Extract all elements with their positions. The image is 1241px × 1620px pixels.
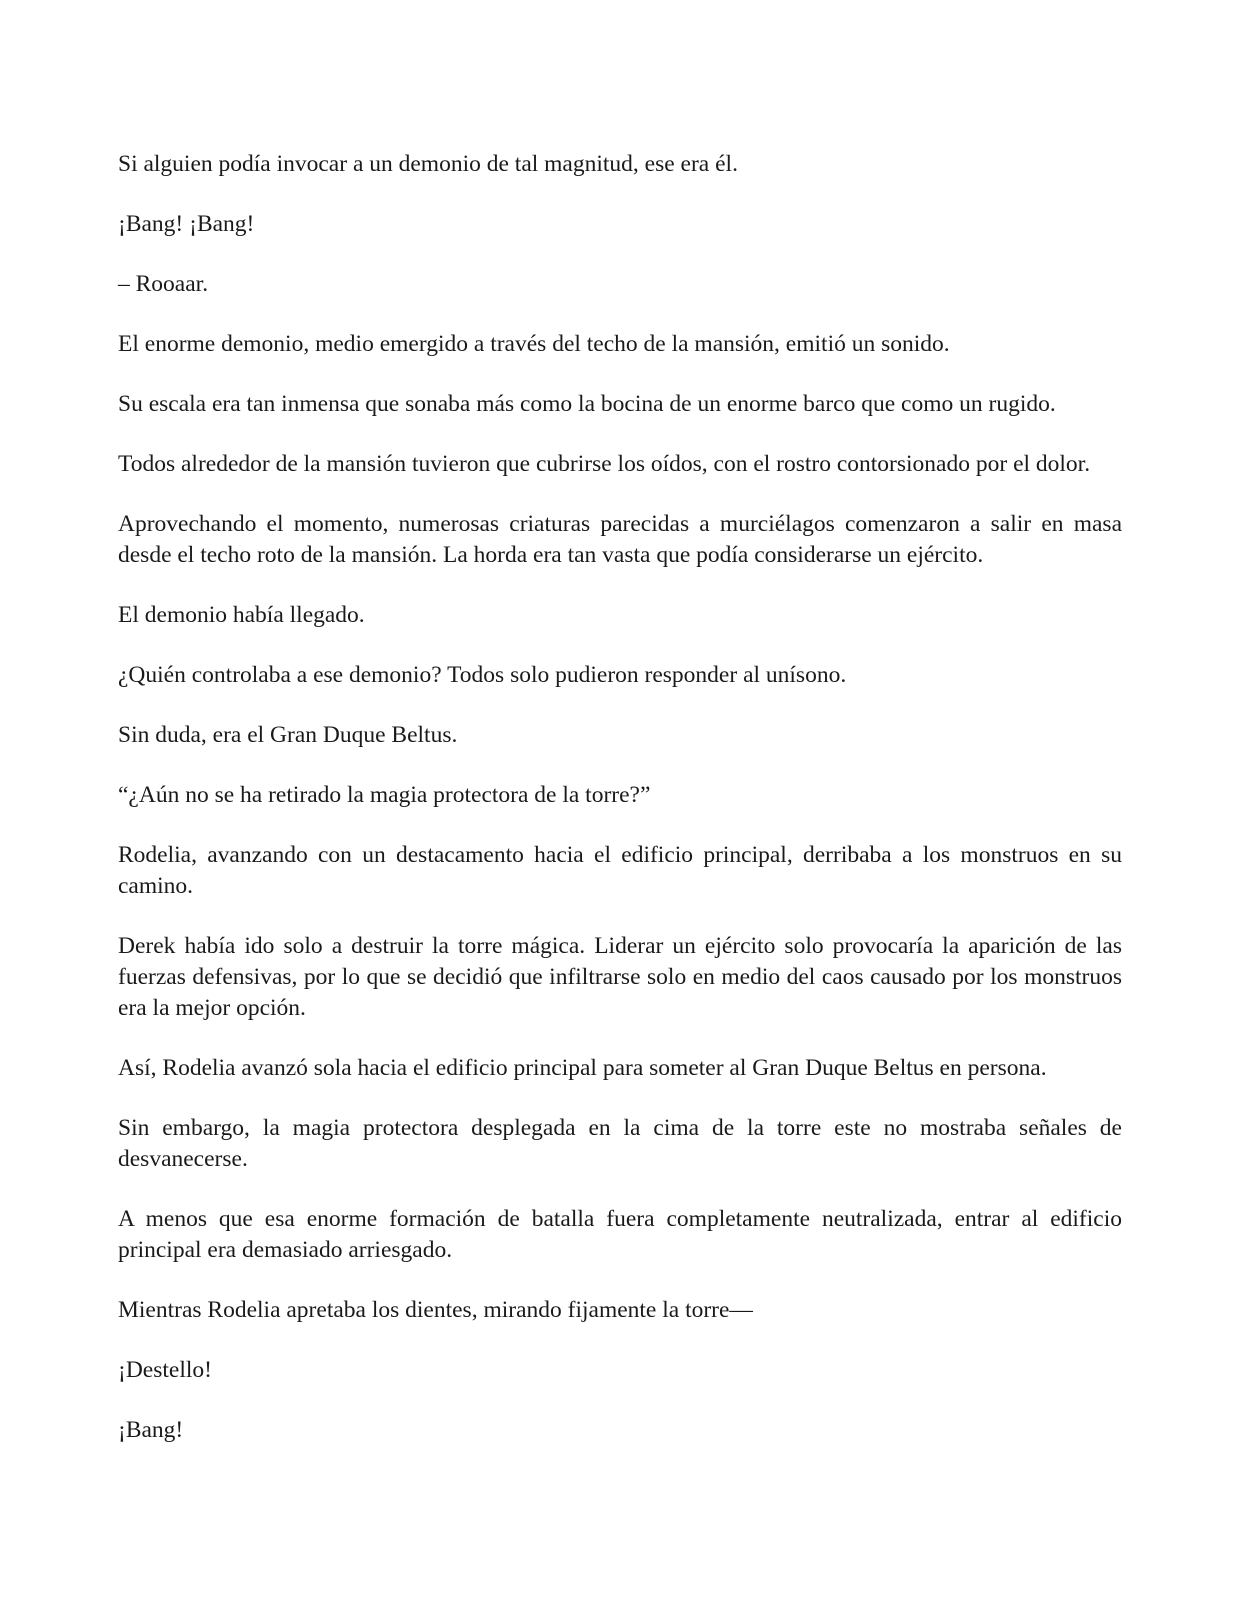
paragraph-12: Rodelia, avanzando con un destacamento hacia el edificio principal, derribaba a los monstruos en su camino. [118,842,1122,899]
paragraph-2: ¡Bang! ¡Bang! [118,211,255,237]
paragraph-13: Derek había ido solo a destruir la torre mágica. Liderar un ejército solo provocaría la aparición de las fuerzas defensivas, por lo que se decidió que infiltrarse solo en medio del caos causado por los monstruos era la mejor opción. [118,933,1122,1021]
paragraph-5: Su escala era tan inmensa que sonaba más como la bocina de un enorme barco que como un rugido. [118,391,1056,417]
paragraph-15: Sin embargo, la magia protectora desplegada en la cima de la torre este no mostraba señales de desvanecerse. [118,1115,1122,1172]
paragraph-14: Así, Rodelia avanzó sola hacia el edificio principal para someter al Gran Duque Beltus en persona. [118,1055,1047,1081]
paragraph-4: El enorme demonio, medio emergido a través del techo de la mansión, emitió un sonido. [118,331,950,357]
paragraph-3: – Rooaar. [118,271,209,297]
paragraph-7: Aprovechando el momento, numerosas criaturas parecidas a murciélagos comenzaron a salir en masa desde el techo roto de la mansión. La horda era tan vasta que podía considerarse un ejército. [118,511,1122,568]
paragraph-17: Mientras Rodelia apretaba los dientes, mirando fijamente la torre— [118,1297,753,1323]
paragraph-1: Si alguien podía invocar a un demonio de tal magnitud, ese era él. [118,151,738,177]
paragraph-18: ¡Destello! [118,1357,212,1383]
paragraph-10: Sin duda, era el Gran Duque Beltus. [118,722,458,748]
paragraph-16: A menos que esa enorme formación de batalla fuera completamente neutralizada, entrar al edificio principal era demasiado arriesgado. [118,1206,1122,1263]
paragraph-8: El demonio había llegado. [118,602,365,628]
body-text [118,149,1122,1475]
paragraph-19: ¡Bang! [118,1417,184,1443]
paragraph-6: Todos alrededor de la mansión tuvieron que cubrirse los oídos, con el rostro contorsionado por el dolor. [118,451,1091,477]
paragraph-11: “¿Aún no se ha retirado la magia protectora de la torre?” [118,782,651,808]
paragraph-9: ¿Quién controlaba a ese demonio? Todos solo pudieron responder al unísono. [118,662,847,688]
